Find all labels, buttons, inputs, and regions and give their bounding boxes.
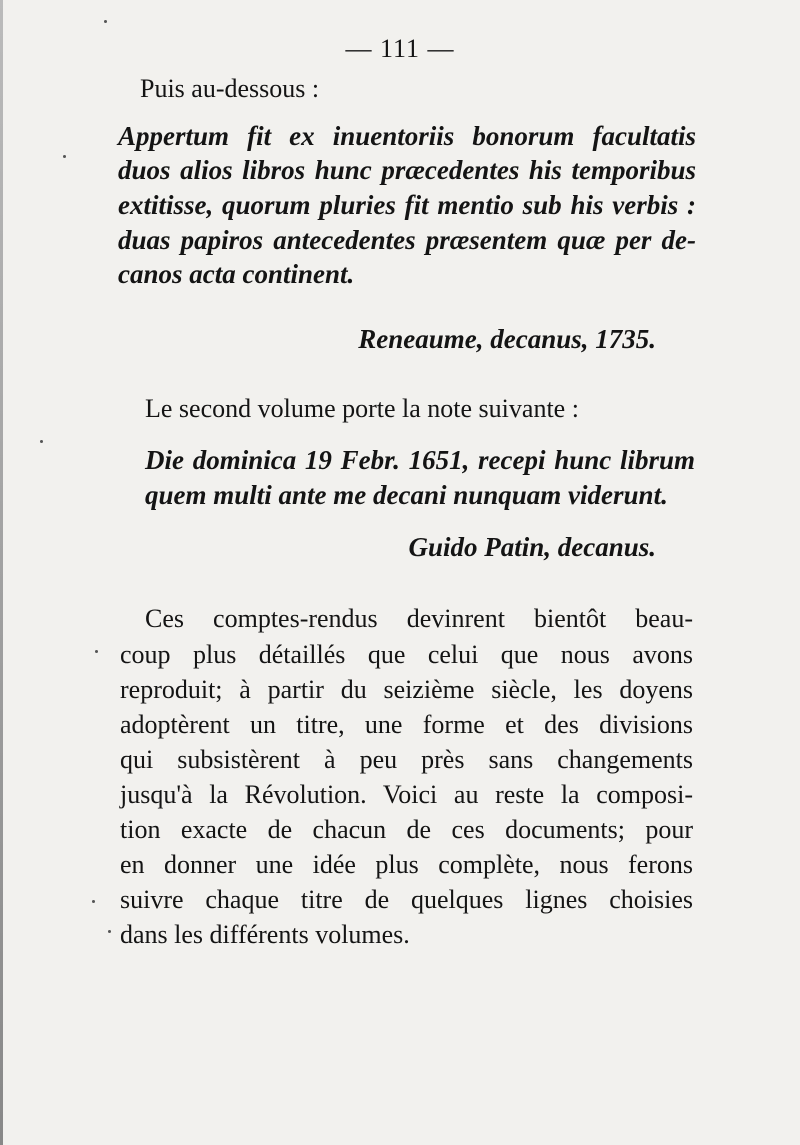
paragraph-line: Ces comptes-rendus devinrent bientôt beau- xyxy=(145,604,693,633)
signature-patin: Guido Patin, decanus. xyxy=(408,532,656,562)
paper-speck xyxy=(95,650,98,653)
intro-label: Puis au-dessous : xyxy=(140,74,320,103)
paragraph-line: qui subsistèrent à peu près sans changements xyxy=(120,745,693,774)
second-volume-label: Le second volume porte la note suivante : xyxy=(145,394,579,423)
paper-speck xyxy=(92,900,95,903)
paragraph-line: jusqu'à la Révolution. Voici au reste la composi- xyxy=(120,780,693,809)
paragraph-line: en donner une idée plus complète, nous ferons xyxy=(120,850,693,879)
paragraph-line: reproduit; à partir du seizième siècle, les doyens xyxy=(120,675,693,704)
paper-speck xyxy=(104,20,107,23)
paper-speck xyxy=(40,440,43,443)
quote1-line: duos alios libros hunc præcedentes his temporibus xyxy=(118,155,696,185)
quote2-line: Die dominica 19 Febr. 1651, recepi hunc librum xyxy=(145,445,695,475)
paragraph-line: tion exacte de chacun de ces documents; pour xyxy=(120,815,693,844)
quote2-line: quem multi ante me decani nunquam viderunt. xyxy=(145,480,668,510)
page-number: — 111 — xyxy=(345,34,455,63)
quote1-line: canos acta continent. xyxy=(118,259,355,289)
page-edge-shadow xyxy=(0,0,3,1145)
quote1-line: duas papiros antecedentes præsentem quæ per de- xyxy=(118,225,696,255)
paragraph-line: coup plus détaillés que celui que nous avons xyxy=(120,640,693,669)
paragraph-line: adoptèrent un titre, une forme et des divisions xyxy=(120,710,693,739)
signature-reneaume: Reneaume, decanus, 1735. xyxy=(358,324,656,354)
paper-speck xyxy=(63,155,66,158)
paragraph-line: dans les différents volumes. xyxy=(120,920,410,949)
paper-speck xyxy=(108,930,111,933)
quote1-line: extitisse, quorum pluries fit mentio sub his verbis : xyxy=(118,190,696,220)
paragraph-line: suivre chaque titre de quelques lignes choisies xyxy=(120,885,693,914)
quote1-line: Appertum fit ex inuentoriis bonorum facultatis xyxy=(118,121,696,151)
